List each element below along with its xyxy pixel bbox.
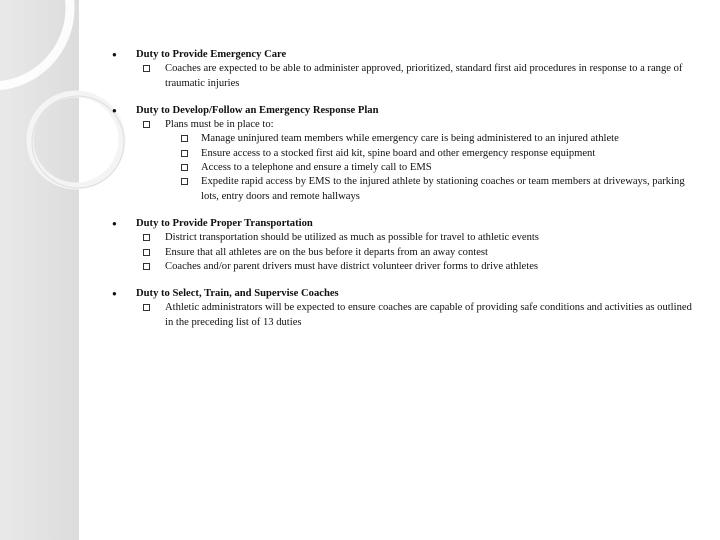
list-item bbox=[110, 147, 700, 161]
section-emergency-care bbox=[110, 48, 700, 91]
list-item-text: Coaches and/or parent drivers must have district volunteer driver forms to drive athletes bbox=[165, 260, 539, 272]
sub-list bbox=[110, 301, 700, 330]
list-item-text: Manage uninjured team members while emergency care is being administered to an injured athlete bbox=[201, 133, 619, 145]
list-item bbox=[110, 260, 700, 274]
bullet-dot: ● bbox=[112, 218, 117, 228]
checkbox-bullet-icon bbox=[181, 150, 188, 157]
bullet-dot: ● bbox=[112, 50, 117, 59]
sub-list bbox=[110, 118, 700, 132]
list-item-text: Athletic administrators will be expected to ensure coaches are capable of providing safe conditions and activities as outlined in the preceding list of 13 duties bbox=[165, 302, 692, 328]
bullet-dot: ● bbox=[112, 289, 117, 299]
nested-sub-list bbox=[110, 132, 700, 203]
list-item-text: District transportation should be utilized as much as possible for travel to athletic events bbox=[165, 232, 539, 244]
checkbox-bullet-icon bbox=[143, 249, 150, 256]
section-heading: Duty to Provide Emergency Care bbox=[136, 49, 287, 60]
list-item bbox=[110, 161, 700, 175]
checkbox-bullet-icon bbox=[143, 263, 150, 270]
slide-content bbox=[110, 48, 700, 343]
list-item bbox=[110, 175, 700, 204]
checkbox-bullet-icon bbox=[181, 178, 188, 185]
list-item bbox=[110, 246, 700, 260]
checkbox-bullet-icon bbox=[181, 135, 188, 142]
checkbox-bullet-icon bbox=[143, 304, 150, 311]
checkbox-bullet-icon bbox=[143, 65, 150, 72]
list-item bbox=[110, 118, 700, 132]
sub-list bbox=[110, 62, 700, 91]
list-item-text: Access to a telephone and ensure a timely call to EMS bbox=[201, 162, 432, 174]
checkbox-bullet-icon bbox=[181, 164, 188, 171]
checkbox-bullet-icon bbox=[143, 121, 150, 128]
section-transportation bbox=[110, 217, 700, 274]
list-item-text: Expedite rapid access by EMS to the injured athlete by stationing coaches or team members at driveways, parking lots, entry doors and remote hallways bbox=[201, 176, 685, 202]
section-heading: Duty to Provide Proper Transportation bbox=[136, 217, 313, 229]
list-item-text: Plans must be in place to: bbox=[165, 119, 274, 131]
list-item-text: Coaches are expected to be able to administer approved, prioritized, standard first aid procedures in response to a range of traumatic injuries bbox=[165, 63, 683, 89]
list-item-text: Ensure that all athletes are on the bus before it departs from an away contest bbox=[165, 246, 488, 258]
list-item bbox=[110, 231, 700, 245]
list-item bbox=[110, 62, 700, 91]
section-emergency-plan bbox=[110, 104, 700, 204]
sub-list bbox=[110, 231, 700, 274]
section-coaches bbox=[110, 287, 700, 330]
section-heading: Duty to Develop/Follow an Emergency Response Plan bbox=[136, 104, 379, 116]
list-item-text: Ensure access to a stocked first aid kit, spine board and other emergency response equipment bbox=[201, 147, 596, 159]
section-heading: Duty to Select, Train, and Supervise Coaches bbox=[136, 288, 339, 300]
checkbox-bullet-icon bbox=[143, 234, 150, 241]
list-item bbox=[110, 132, 700, 146]
list-item bbox=[110, 301, 700, 330]
bullet-dot: ● bbox=[112, 105, 117, 115]
